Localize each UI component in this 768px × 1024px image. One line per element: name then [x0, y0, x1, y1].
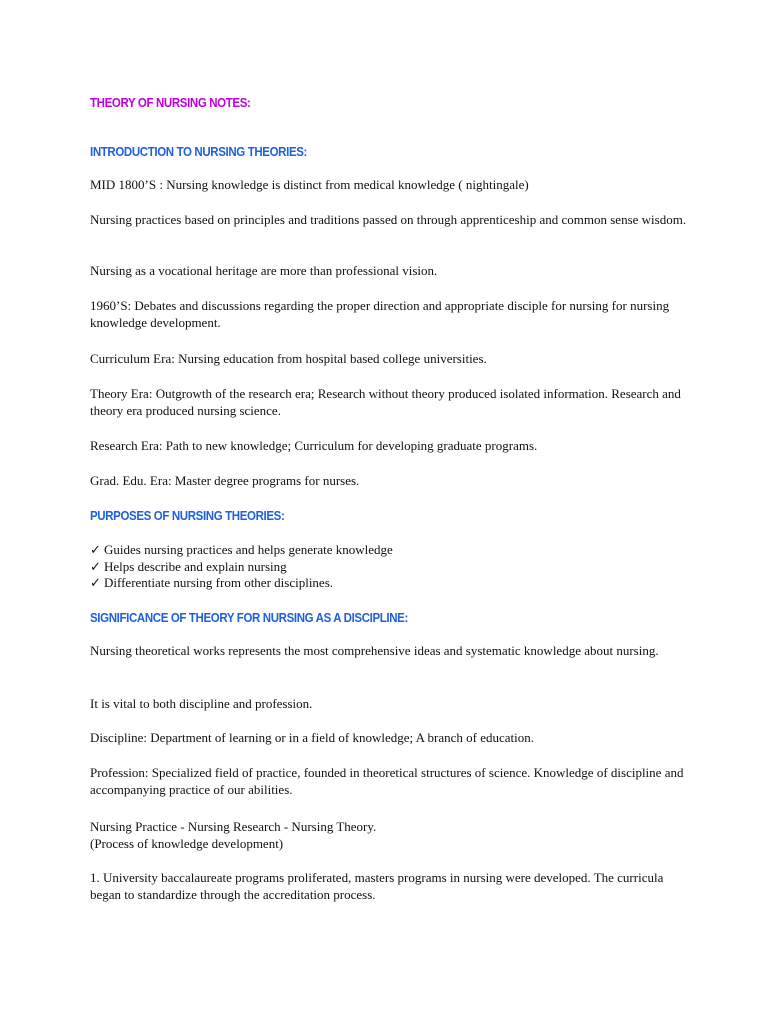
- list-item-text: Guides nursing practices and helps generate knowledge: [104, 542, 393, 557]
- paragraph-vocational-heritage: Nursing as a vocational heritage are more than professional vision.: [90, 263, 438, 278]
- paragraph-profession: Profession: Specialized field of practice, founded in theoretical structures of science. Knowledge of discipline and accompanying practice of our abilities.: [90, 765, 684, 797]
- section-heading-significance: SIGNIFICANCE OF THEORY FOR NURSING AS A DISCIPLINE:: [90, 611, 408, 625]
- list-item-text: Differentiate nursing from other disciplines.: [104, 575, 334, 590]
- paragraph-practice-research-theory: Nursing Practice - Nursing Research - Nursing Theory.: [90, 819, 377, 834]
- checkmark-icon: ✓: [90, 558, 101, 574]
- list-item-text: Helps describe and explain nursing: [104, 558, 287, 574]
- paragraph-vital: It is vital to both discipline and profession.: [90, 696, 313, 711]
- document-title: THEORY OF NURSING NOTES:: [90, 96, 251, 110]
- paragraph-grad-edu-era: Grad. Edu. Era: Master degree programs for nurses.: [90, 473, 360, 488]
- paragraph-discipline: Discipline: Department of learning or in a field of knowledge; A branch of education.: [90, 730, 535, 745]
- paragraph-theoretical-works: Nursing theoretical works represents the most comprehensive ideas and systematic knowledge about nursing.: [90, 643, 659, 658]
- section-heading-introduction: INTRODUCTION TO NURSING THEORIES:: [90, 145, 308, 159]
- paragraph-theory-era: Theory Era: Outgrowth of the research era; Research without theory produced isolated information. Research and theory era produced nursing science.: [90, 386, 681, 418]
- paragraph-mid-1800s: MID 1800’S : Nursing knowledge is distinct from medical knowledge ( nightingale): [90, 177, 529, 192]
- list-item: [90, 558, 393, 575]
- paragraph-university-programs: 1. University baccalaureate programs proliferated, masters programs in nursing were developed. The curricula began to standardize through the accreditation process.: [90, 870, 664, 902]
- paragraph-process: (Process of knowledge development): [90, 836, 284, 851]
- checkmark-icon: ✓: [90, 542, 101, 557]
- section-heading-purposes: PURPOSES OF NURSING THEORIES:: [90, 509, 285, 523]
- purposes-list: [90, 541, 393, 591]
- checkmark-icon: ✓: [90, 575, 101, 590]
- paragraph-research-era: Research Era: Path to new knowledge; Curriculum for developing graduate programs.: [90, 438, 538, 453]
- list-item: [90, 574, 393, 591]
- paragraph-curriculum-era: Curriculum Era: Nursing education from hospital based college universities.: [90, 351, 487, 366]
- list-item: [90, 541, 393, 558]
- paragraph-1960s: 1960’S: Debates and discussions regarding the proper direction and appropriate disciple for nursing for nursing knowledge development.: [90, 298, 670, 330]
- paragraph-nursing-practices: Nursing practices based on principles and traditions passed on through apprenticeship and common sense wisdom.: [90, 212, 687, 227]
